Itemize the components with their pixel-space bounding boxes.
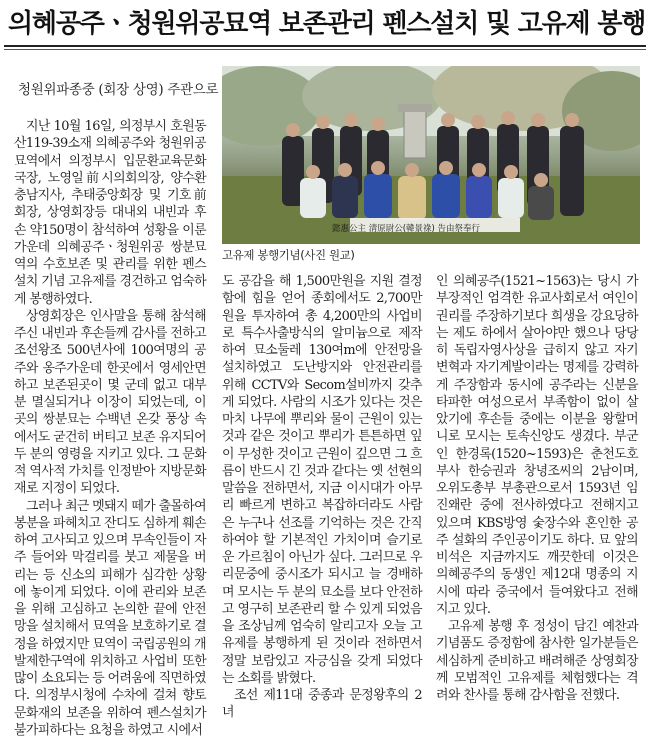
col2-para-1: 도 공감을 해 1,500만원을 지원 결정함에 힘을 얻어 종회에서도 2,700만원을 투자하여 총 4,200만의 사업비로 특수사출방식의 알미늄으로 제작하여 묘소둘레 130여m에 안전망을 설치하였고 도난방지와 안전관리를 위해 CCTV와 Secom설비까지 갖추게 되었다. 사람의 시조가 있다는 것은 마치 나무에 뿌리와 물이 근원이 있는 것과 같은 것이고 뿌리가 튼튼하면 잎이 무성한 것이고 근원이 깊으면 그 흐름이 반드시 긴 것과 같다는 옛 선현의 말씀을 전하면서, 지금 이시대가 아무리 빠르게 변하고 복잡하더라도 사람은 누구나 선조를 기억하는 것은 간직하여야 할 기본적인 가치이며 슬기로운 가르침이 아닌가 싶다. 그러므로 우리문중에 중시조가 되시고 늘 경배하며 모시는 두 분의 묘소를 보다 안전하고 영구히 보존관리 할 수 있게 되었음을 조상님께 엄숙히 알리고자 오늘 고유제를 봉행하게 된 것이라 전하면서 정말 보람있고 자긍심을 갖게 되었다는 소회를 밝혔다. [222,273,422,687]
photo-banner: 懿惠公主 淸原尉公(韓景祿) 告由祭奉行 [332,222,480,234]
photo-caption [222,245,640,265]
col1-para-2: 상영회장은 인사말을 통해 참석해주신 내빈과 후손들께 감사를 전하고 조선왕조 500년사에 100여명의 공주와 옹주가운데 한곳에서 영세안면하고 보존된곳이 몇 군데 없고 대부분 멸실되거나 이장이 되었는데, 이곳의 쌍분묘는 수백년 온갖 풍상 속에서도 굳건히 버티고 보존 유지되어 두 분의 영령을 지키고 있다. 그 문화적 역사적 가치를 인정받아 지방문화재로 지정이 되었다. [14,308,206,498]
headline: 의혜공주ㆍ청원위공묘역 보존관리 펜스설치 및 고유제 봉행 [8,4,642,44]
headline-rule [4,45,646,47]
col3-para-1: 인 의혜공주(1521~1563)는 당시 가부장적인 엄격한 유교사회로서 여인이 권리를 주장하기보다 희생을 강요당하는 제도 하에서 살아야만 했으나 당당히 독립자영사상을 급히지 않고 자기변혁과 자기계발이라는 명제를 강력하게 주장함과 동시에 공주라는 신분을 타파한 여성으로서 부족함이 없이 살았기에 후손들 중에는 이분을 왕할머니로 모시는 토속신앙도 생겼다. 부군인 한경록(1520~1593)은 춘천도호부사 한승권과 창녕조씨의 2남이며, 오위도총부 부총관으로서 1593년 임진왜란 중에 전사하였다고 전해지고 있으며 KBS방영 숯장수와 혼인한 공주 설화의 주인공이기도 하다. 묘 앞의 비석은 지금까지도 깨끗한데 이것은 의혜공주의 동생인 제12대 명종의 지시에 따라 중국에서 들여왔다고 전해지고 있다. [436,273,638,618]
col1-para-1: 지난 10월 16일, 의정부시 호원동 산119-39소재 의혜공주와 청원위공묘역에서 의정부시 입문환교육문화국장, 노영일前시의회의장, 양수환충남지사, 추태중앙회장 및 기호前회장, 상영회장등 대내외 내빈과 후손 약150명이 참석하여 성황을 이룬 가운데 의혜공주ㆍ청원위공 쌍분묘역의 수호보존 및 관리를 위한 펜스설치 기념 고유제를 경건하고 엄숙하게 봉행하였다. [14,118,206,308]
col3-para-2: 고유제 봉행 후 정성이 담긴 예찬과 기념품도 증정함에 참사한 일가분들은 세심하게 준비하고 배려해준 상영회장께 모범적인 고유제를 체험했다는 격려와 찬사를 통해 감사함을 전했다. [436,618,638,704]
headline-rule-thin [4,49,646,50]
photo-caption-text: 고유제 봉행기념(사진 원교) [222,248,354,262]
group-photo [222,66,640,244]
group-photo-scene [222,66,640,244]
article-column-2 [222,273,422,722]
col1-para-3: 그러나 최근 멧돼지 떼가 출몰하여 봉분을 파헤치고 잔디도 심하게 훼손하여 고사되고 있으며 무속인들이 자주 들어와 막걸리를 붓고 제물을 버리는 등 신소의 피해가 심각한 상황에 놓이게 되었다. 이에 관리와 보존을 위해 고심하고 논의한 끝에 안전망을 설치해서 묘역을 보호하기로 결정을 하였지만 묘역이 국립공원의 개발제한구역에 위치하고 사업비 또한 많이 소요되는 등 어려움에 직면하였다. 의정부시청에 수차에 걸쳐 향토문화재의 보존을 위하여 펜스설치가 불가피하다는 요청을 하였고 시에서 [14,498,206,739]
article-column-1 [14,118,206,739]
article-column-3 [436,273,638,704]
col2-para-2: 조선 제11대 중종과 문정왕후의 2녀 [222,687,422,722]
subhead: 청원위파종중 (회장 상영) 주관으로 [18,78,218,98]
